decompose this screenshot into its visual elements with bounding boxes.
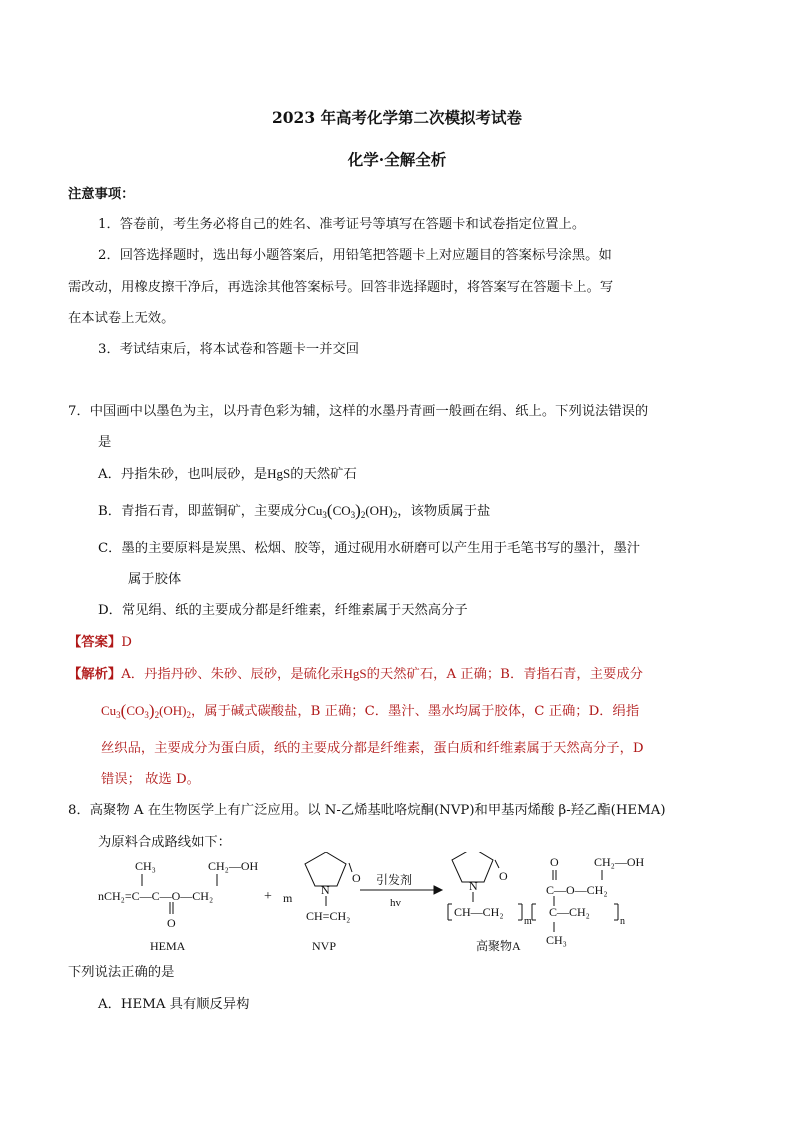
q7-analysis-line-1: 【解析】A．丹指丹砂、朱砂、辰砂，是硫化汞HgS的天然矿石，A 正确；B．青指石青，主要成分	[68, 666, 643, 682]
hema-carbonyl-o: O	[167, 916, 176, 930]
q7-stem-line-2: 是	[98, 435, 112, 450]
q7-option-a-post: 的天然矿石	[290, 467, 357, 482]
q8-option-a: A．HEMA 具有顺反异构	[98, 997, 250, 1012]
q7-analysis-label: 【解析】	[68, 667, 122, 682]
product-carbonyl-o: O	[550, 855, 559, 869]
hema-main-chain: nCH₂=C—C—O—CH₂	[98, 889, 214, 903]
notice-item-1: 1．答卷前，考生务必将自己的姓名、准考证号等填写在答题卡和试卷指定位置上。	[98, 217, 586, 232]
q7-option-b-formula: $Cu_3(CO_3)_2(OH)_2$	[307, 501, 398, 520]
q7-option-c-line-1: C．墨的主要原料是炭黑、松烟、胶等，通过砚用水研磨可以产生用于毛笔书写的墨汁，墨汁	[98, 541, 641, 556]
q7-option-a	[98, 465, 357, 484]
q7-option-a-formula: HgS	[267, 466, 291, 481]
product-methyl: CH₃	[546, 933, 567, 947]
synthesis-scheme	[90, 852, 670, 962]
q7-analysis-line-4: 错误； 故选 D。	[101, 772, 200, 787]
q7-analysis-line-2: $Cu_3(CO_3)_2(OH)_2$，属于碱式碳酸盐，B 正确；C．墨汁、墨水均属于胶体，C 正确；D．绢指	[101, 701, 640, 720]
q7-option-a-pre: A．丹指朱砂，也叫辰砂，是	[98, 467, 268, 482]
q7-option-d: D．常见绢、纸的主要成分都是纤维素，纤维素属于天然高分子	[98, 603, 468, 618]
nvp-n: N	[321, 883, 330, 897]
page-subtitle: 化学·全解全析	[347, 150, 447, 169]
condition-label: hv	[390, 897, 401, 909]
q8-stem-line-2: 为原料合成路线如下：	[98, 835, 231, 850]
product-chain-2: C—CH₂	[549, 905, 590, 919]
notice-item-2-line-1: 2．回答选择题时，选出每小题答案后，用铅笔把答题卡上对应题目的答案标号涂黑。如	[98, 248, 612, 263]
product-n: N	[469, 879, 478, 893]
product-chain-1: CH—CH₂	[454, 905, 504, 919]
q7-answer-value: D	[121, 635, 132, 650]
q7-analysis-line-3: 丝织品，主要成分为蛋白质，纸的主要成分都是纤维素，蛋白质和纤维素属于天然高分子，D	[101, 741, 644, 756]
product-ester: C—O—CH₂	[546, 883, 608, 897]
nvp-label: NVP	[312, 939, 337, 953]
notice-item-3: 3．考试结束后，将本试卷和答题卡一并交回	[98, 342, 360, 357]
product-n-subscript: n	[620, 916, 625, 927]
hema-label: HEMA	[150, 939, 186, 953]
notice-heading: 注意事项：	[68, 187, 135, 202]
page-title: 2023 年高考化学第二次模拟考试卷	[271, 108, 523, 127]
q7-answer	[68, 634, 132, 652]
q7-option-b-pre: B．青指石青，即蓝铜矿，主要成分	[98, 504, 308, 519]
q7-option-c-line-2: 属于胶体	[128, 572, 182, 587]
nvp-o: O	[352, 871, 361, 885]
reagent-label: 引发剂	[376, 873, 413, 887]
notice-item-2-line-2: 需改动，用橡皮擦干净后，再选涂其他答案标号。回答非选择题时，将答案写在答题卡上。写	[68, 280, 614, 295]
q7-option-b-post: ，该物质属于盐	[397, 504, 491, 519]
notice-item-2-line-3: 在本试卷上无效。	[68, 311, 175, 326]
nvp-vinyl: CH=CH₂	[306, 909, 351, 923]
q7-stem-line-1: 7．中国画中以墨色为主，以丹青色彩为辅，这样的水墨丹青画一般画在绢、纸上。下列说法错误的	[68, 404, 649, 419]
q7-analysis-formula: $Cu_3(CO_3)_2(OH)_2$	[101, 701, 192, 720]
hema-methyl: CH₃	[135, 859, 156, 873]
product-hydroxyethyl: CH₂—OH	[594, 855, 645, 869]
q8-question: 下列说法正确的是	[68, 965, 175, 980]
nvp-m: m	[283, 891, 293, 905]
product-ring-o: O	[499, 869, 508, 883]
q8-stem-line-1: 8．高聚物 A 在生物医学上有广泛应用。以 N-乙烯基吡咯烷酮(NVP)和甲基丙烯酸 β-羟乙酯(HEMA)	[68, 803, 666, 818]
plus-sign: +	[264, 889, 272, 904]
hema-hydroxyethyl: CH₂—OH	[208, 859, 259, 873]
q7-answer-label: 【答案】	[68, 635, 122, 650]
q7-option-b	[98, 502, 490, 524]
product-label: 高聚物A	[476, 939, 521, 953]
product-m: m	[524, 916, 532, 927]
